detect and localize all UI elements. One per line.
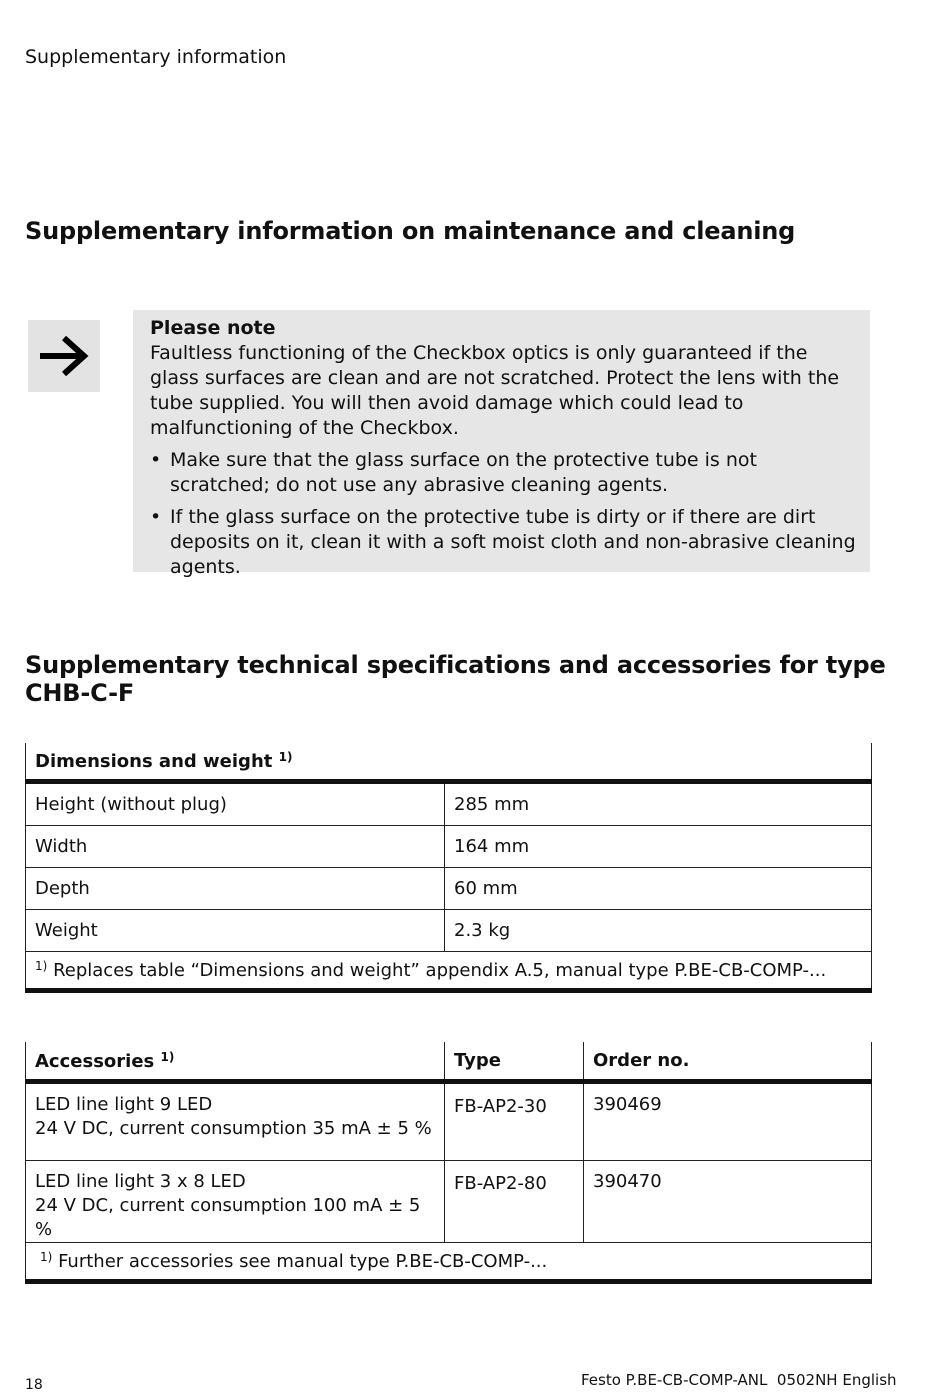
note-body: Faultless functioning of the Checkbox optics is only guaranteed if the glass surfaces are clean and are not scratched. Protect the lens with the tube supplied. You will then avoid damage which could lead to malfunctioning of the Checkbox. xyxy=(150,342,840,439)
row-value: 2.3 kg xyxy=(445,910,872,952)
maintenance-heading: Supplementary information on maintenance and cleaning xyxy=(25,217,796,245)
table-footnote-row xyxy=(26,1243,872,1282)
note-arrow-box xyxy=(28,320,100,392)
accessory-order-no: 390469 xyxy=(584,1082,872,1161)
please-note-box xyxy=(133,310,870,578)
table-row xyxy=(26,1082,872,1161)
row-label: Width xyxy=(26,826,445,868)
running-header: Supplementary information xyxy=(25,46,287,68)
type-header: Type xyxy=(445,1042,584,1082)
accessories-table xyxy=(25,1042,872,1284)
accessories-footnote: $^{1)}$ Further accessories see manual type P.BE-CB-COMP-... xyxy=(26,1243,872,1282)
table-row xyxy=(26,910,872,952)
list-item: • If the glass surface on the protective tube is dirty or if there are dirt deposits on it, clean it with a soft moist cloth and non-abrasive cleaning agents. xyxy=(150,506,856,578)
note-title: Please note xyxy=(150,317,276,339)
bullet-icon: • xyxy=(150,449,162,471)
row-label: Depth xyxy=(26,868,445,910)
arrow-right-icon xyxy=(36,334,92,378)
note-bullet-list xyxy=(150,448,858,580)
row-label: Weight xyxy=(26,910,445,952)
row-value: 60 mm xyxy=(445,868,872,910)
specs-heading: Supplementary technical specifications and accessories for type CHB-C-F xyxy=(25,651,886,707)
table-row xyxy=(26,868,872,910)
dimensions-footnote: $^{1)}$ Replaces table “Dimensions and weight” appendix A.5, manual type P.BE-CB-COMP-... xyxy=(26,952,872,991)
accessory-description: LED line light 9 LED 24 V DC, current consumption 35 mA ± 5 % xyxy=(26,1082,445,1161)
accessory-description: LED line light 3 x 8 LED 24 V DC, current consumption 100 mA ± 5 % xyxy=(26,1161,445,1243)
dimensions-header: Dimensions and weight $^{1)}$ xyxy=(26,743,872,782)
accessory-type: FB-AP2-30 xyxy=(445,1082,584,1161)
footer-doc-id: Festo P.BE-CB-COMP-ANL 0502NH English xyxy=(581,1371,897,1389)
row-value: 285 mm xyxy=(445,782,872,826)
accessory-order-no: 390470 xyxy=(584,1161,872,1243)
dimensions-table xyxy=(25,743,872,993)
table-row xyxy=(26,826,872,868)
row-value: 164 mm xyxy=(445,826,872,868)
list-item: • Make sure that the glass surface on the protective tube is not scratched; do not use any abrasive cleaning agents. xyxy=(150,449,757,496)
bullet-icon: • xyxy=(150,506,162,528)
accessories-header: Accessories $^{1)}$ xyxy=(26,1042,445,1082)
accessory-type: FB-AP2-80 xyxy=(445,1161,584,1243)
page-number: 18 xyxy=(25,1377,43,1393)
row-label: Height (without plug) xyxy=(26,782,445,826)
table-row xyxy=(26,1161,872,1243)
order-no-header: Order no. xyxy=(584,1042,872,1082)
table-footnote-row xyxy=(26,952,872,991)
table-row xyxy=(26,782,872,826)
